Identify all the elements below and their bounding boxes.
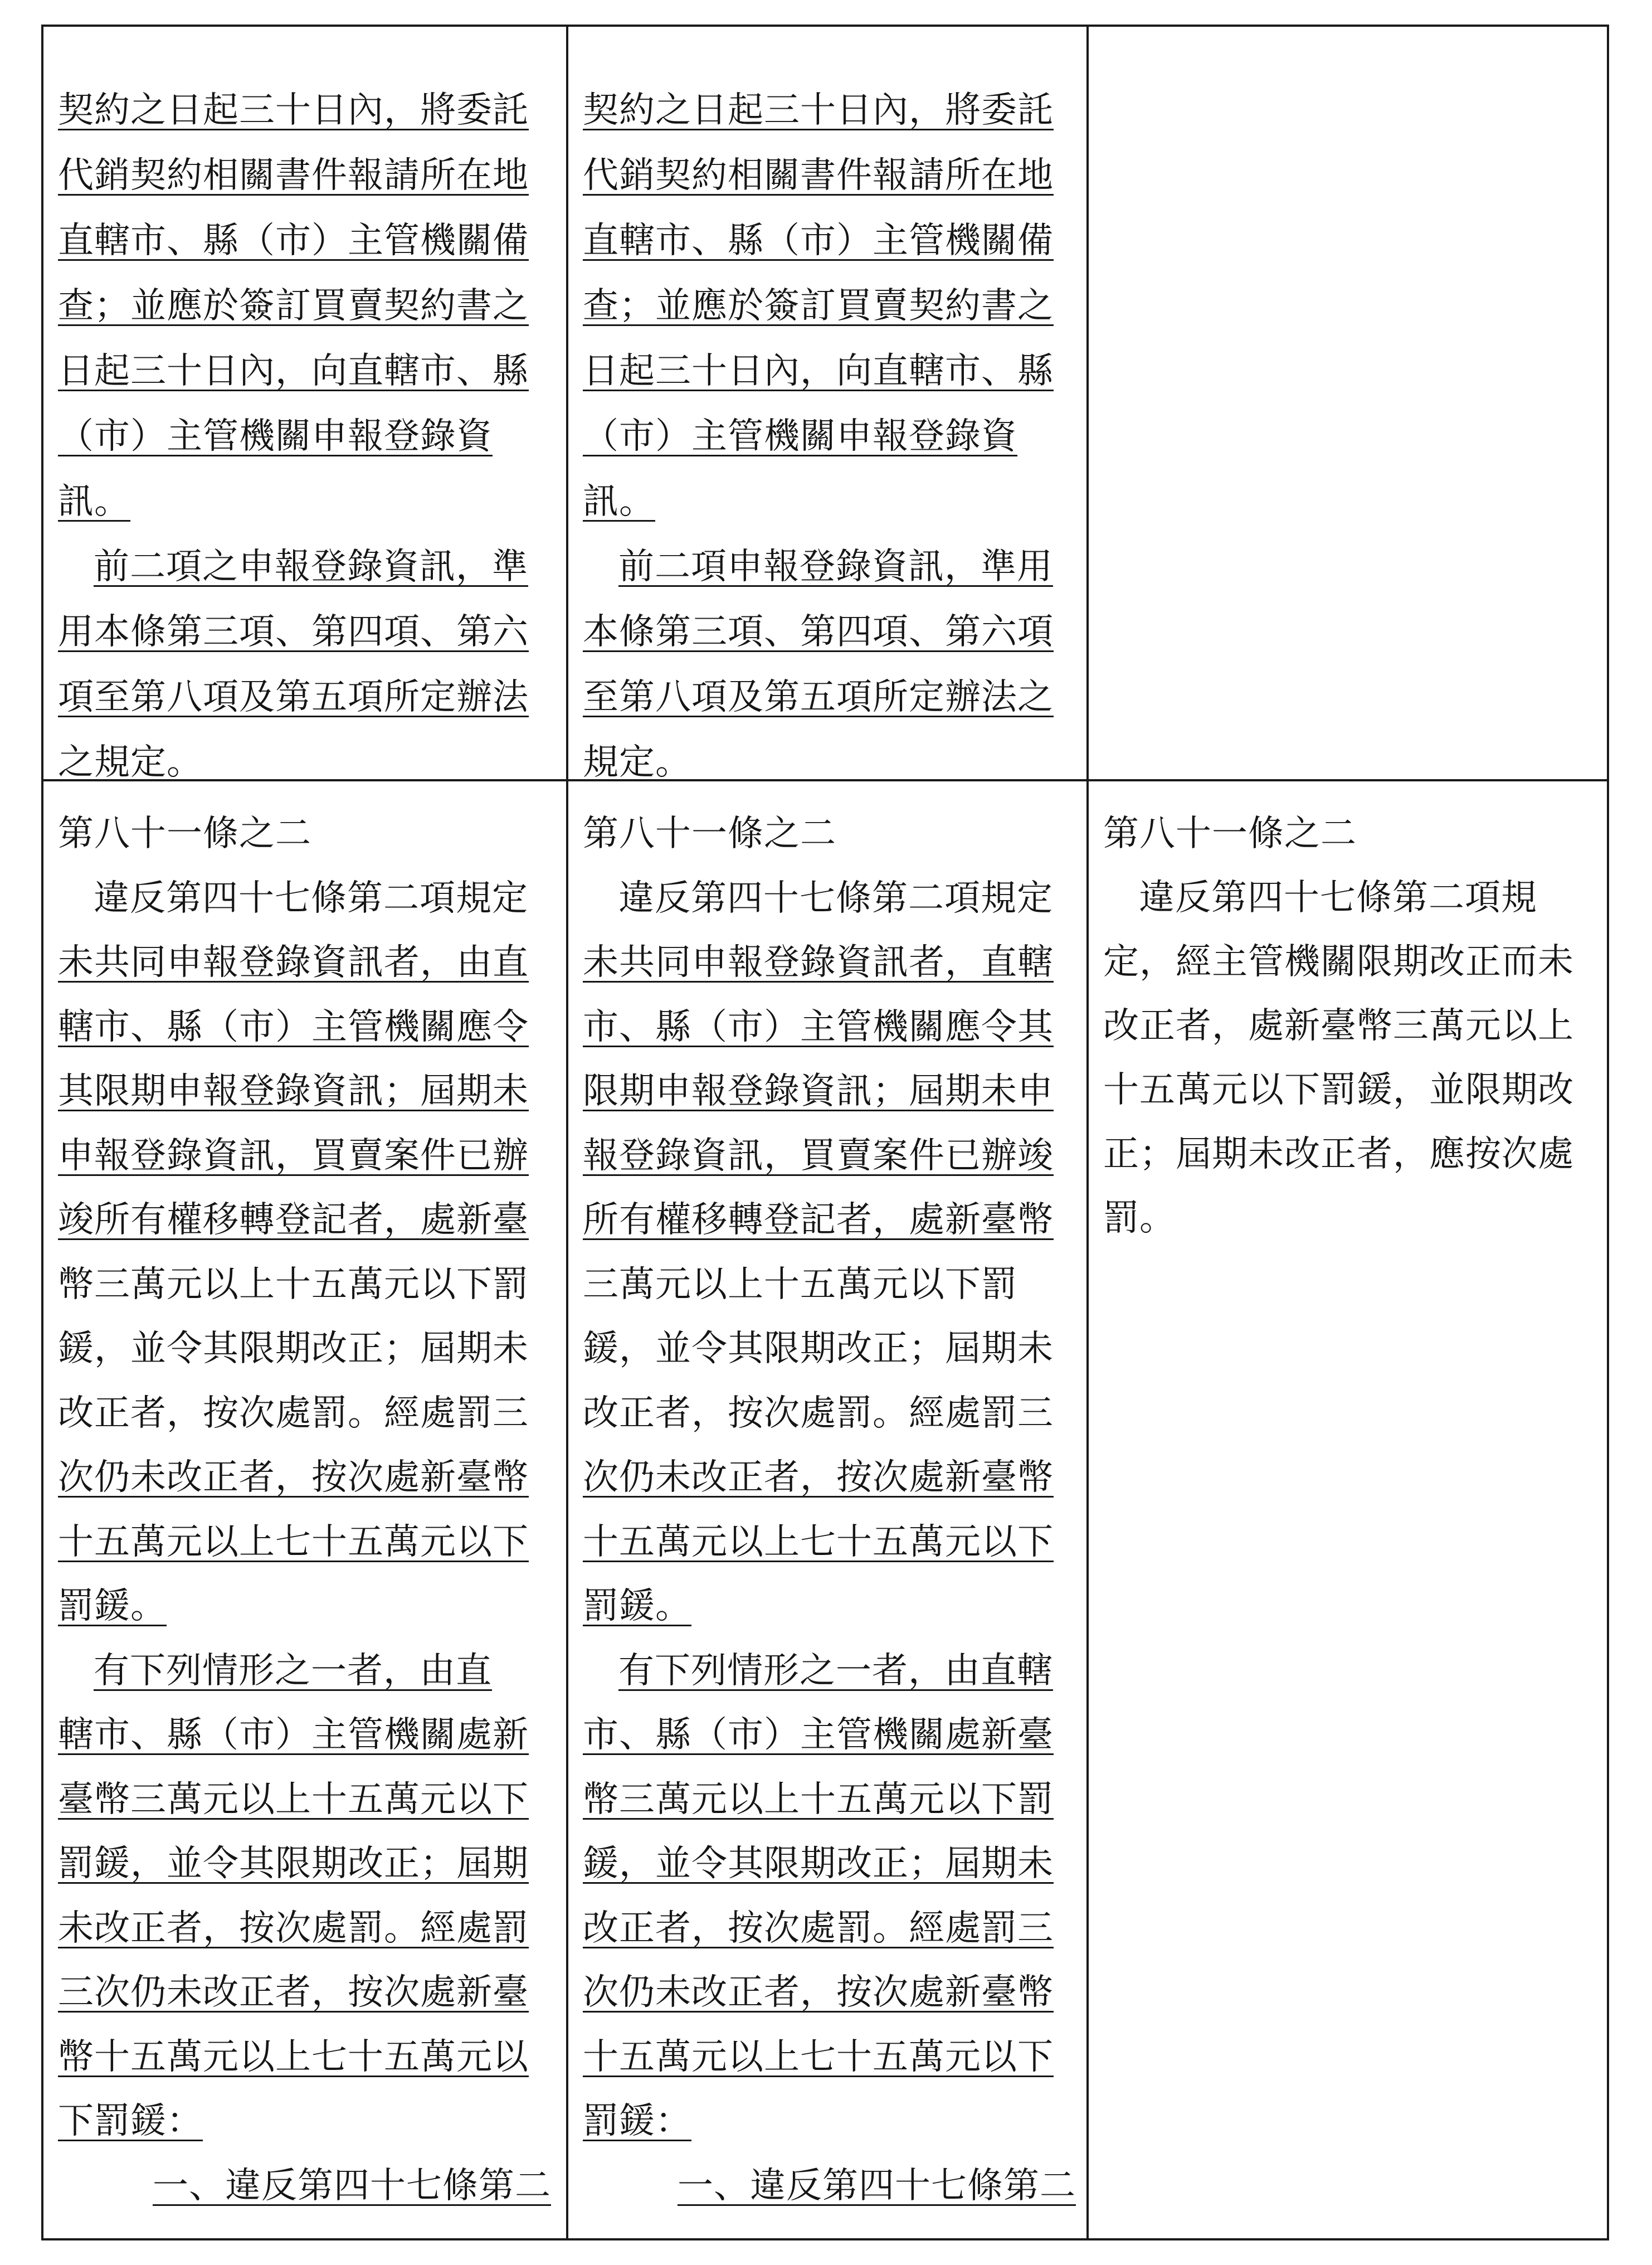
text-line: 罰鍰： xyxy=(583,2101,691,2142)
amended-text-cell-bottom xyxy=(41,779,568,2240)
text-line: 幣十五萬元以上七十五萬元以 xyxy=(58,2036,529,2078)
text-line: 十五萬元以下罰鍰，並限期改 xyxy=(1103,1070,1574,1111)
text-line: 前二項申報登錄資訊，準用 xyxy=(618,546,1053,587)
text-line: 之規定。 xyxy=(58,742,203,781)
text-line: 十五萬元以上七十五萬元以下 xyxy=(583,1521,1054,1563)
text-line: 鍰，並令其限期改正；屆期未 xyxy=(583,1843,1054,1884)
text-line: 日起三十日內，向直轄市、縣 xyxy=(58,351,529,392)
text-line: 幣三萬元以上十五萬元以下罰 xyxy=(58,1263,529,1305)
text-line: 違反第四十七條第二項規定 xyxy=(618,877,1053,919)
text-line: 契約之日起三十日內，將委託 xyxy=(583,90,1054,131)
text-line: 代銷契約相關書件報請所在地 xyxy=(583,155,1054,196)
current-text-cell-bottom xyxy=(1086,779,1609,2240)
text-line: 有下列情形之一者，由直轄 xyxy=(618,1650,1053,1692)
text-line: 所有權移轉登記者，處新臺幣 xyxy=(583,1199,1054,1241)
text-line: 本條第三項、第四項、第六項 xyxy=(583,611,1054,653)
text-line: 規定。 xyxy=(583,742,691,781)
draft-text-cell-bottom xyxy=(566,779,1089,2240)
text-line: 直轄市、縣（市）主管機關備 xyxy=(58,220,529,261)
text-line: 市、縣（市）主管機關處新臺 xyxy=(583,1714,1054,1756)
text-line: 違反第四十七條第二項規定 xyxy=(94,877,528,919)
text-line: 罰鍰。 xyxy=(58,1586,167,1627)
text-line: 契約之日起三十日內，將委託 xyxy=(58,90,529,131)
text-line: 訊。 xyxy=(58,481,130,522)
text-line: 罰鍰。 xyxy=(583,1586,691,1627)
text-line: （市）主管機關申報登錄資 xyxy=(58,416,493,457)
text-line: （市）主管機關申報登錄資 xyxy=(583,416,1017,457)
text-line: 查；並應於簽訂買賣契約書之 xyxy=(58,285,529,327)
text-line: 未改正者，按次處罰。經處罰 xyxy=(58,1907,529,1949)
text-line: 罰鍰，並令其限期改正；屆期 xyxy=(58,1843,529,1884)
text-line: 用本條第三項、第四項、第六 xyxy=(58,611,529,653)
text-line: 臺幣三萬元以上十五萬元以下 xyxy=(58,1778,529,1820)
amended-text-cell-top xyxy=(41,25,568,781)
text-line: 其限期申報登錄資訊；屆期未 xyxy=(58,1071,529,1112)
draft-text-cell-top xyxy=(566,25,1089,781)
text-line: 改正者，按次處罰。經處罰三 xyxy=(583,1392,1054,1434)
text-line: 違反第四十七條第二項規 xyxy=(1139,877,1537,918)
text-line: 未共同申報登錄資訊者，直轄 xyxy=(583,942,1054,983)
text-line: 十五萬元以上七十五萬元以下 xyxy=(583,2036,1054,2078)
text-line: 限期申報登錄資訊；屆期未申 xyxy=(583,1071,1054,1112)
text-line: 次仍未改正者，按次處新臺幣 xyxy=(583,1972,1054,2013)
text-line: 轄市、縣（市）主管機關處新 xyxy=(58,1714,529,1756)
text-line: 三萬元以上十五萬元以下罰 xyxy=(583,1263,1017,1305)
text-line: 三次仍未改正者，按次處新臺 xyxy=(58,1972,529,2013)
text-line: 下罰鍰： xyxy=(58,2101,203,2142)
text-line: 改正者，按次處罰。經處罰三 xyxy=(58,1392,529,1434)
text-line: 有下列情形之一者，由直 xyxy=(94,1650,492,1692)
text-line: 罰。 xyxy=(1103,1198,1176,1239)
text-line: 改正者，按次處罰。經處罰三 xyxy=(583,1907,1054,1949)
text-line: 改正者，處新臺幣三萬元以上 xyxy=(1103,1005,1574,1047)
text-line: 日起三十日內，向直轄市、縣 xyxy=(583,351,1054,392)
text-line: 申報登錄資訊，買賣案件已辦 xyxy=(58,1135,529,1177)
text-line: 直轄市、縣（市）主管機關備 xyxy=(583,220,1054,261)
text-line: 至第八項及第五項所定辦法之 xyxy=(583,677,1054,718)
text-line: 代銷契約相關書件報請所在地 xyxy=(58,155,529,196)
text-line: 查；並應於簽訂買賣契約書之 xyxy=(583,285,1054,327)
text-line: 一、違反第四十七條第二 xyxy=(678,2165,1076,2206)
text-line: 第八十一條之二 xyxy=(583,813,836,854)
text-line: 一、違反第四十七條第二 xyxy=(153,2165,551,2206)
text-line: 正；屆期未改正者，應按次處 xyxy=(1103,1134,1574,1175)
text-line: 市、縣（市）主管機關應令其 xyxy=(583,1006,1054,1048)
text-line: 前二項之申報登錄資訊，準 xyxy=(94,546,528,587)
text-line: 竣所有權移轉登記者，處新臺 xyxy=(58,1199,529,1241)
text-line: 鍰，並令其限期改正；屆期未 xyxy=(583,1328,1054,1369)
text-line: 訊。 xyxy=(583,481,655,522)
text-line: 項至第八項及第五項所定辦法 xyxy=(58,677,529,718)
current-text-cell-top xyxy=(1086,25,1609,781)
text-line: 第八十一條之二 xyxy=(58,813,311,854)
text-line: 定，經主管機關限期改正而未 xyxy=(1103,941,1574,983)
text-line: 幣三萬元以上十五萬元以下罰 xyxy=(583,1778,1054,1820)
text-line: 十五萬元以上七十五萬元以下 xyxy=(58,1521,529,1563)
text-line: 次仍未改正者，按次處新臺幣 xyxy=(583,1457,1054,1498)
text-line: 轄市、縣（市）主管機關應令 xyxy=(58,1006,529,1048)
text-line: 鍰，並令其限期改正；屆期未 xyxy=(58,1328,529,1369)
text-line: 報登錄資訊，買賣案件已辦竣 xyxy=(583,1135,1054,1177)
text-line: 次仍未改正者，按次處新臺幣 xyxy=(58,1457,529,1498)
text-line: 第八十一條之二 xyxy=(1103,813,1357,854)
text-line: 未共同申報登錄資訊者，由直 xyxy=(58,942,529,983)
